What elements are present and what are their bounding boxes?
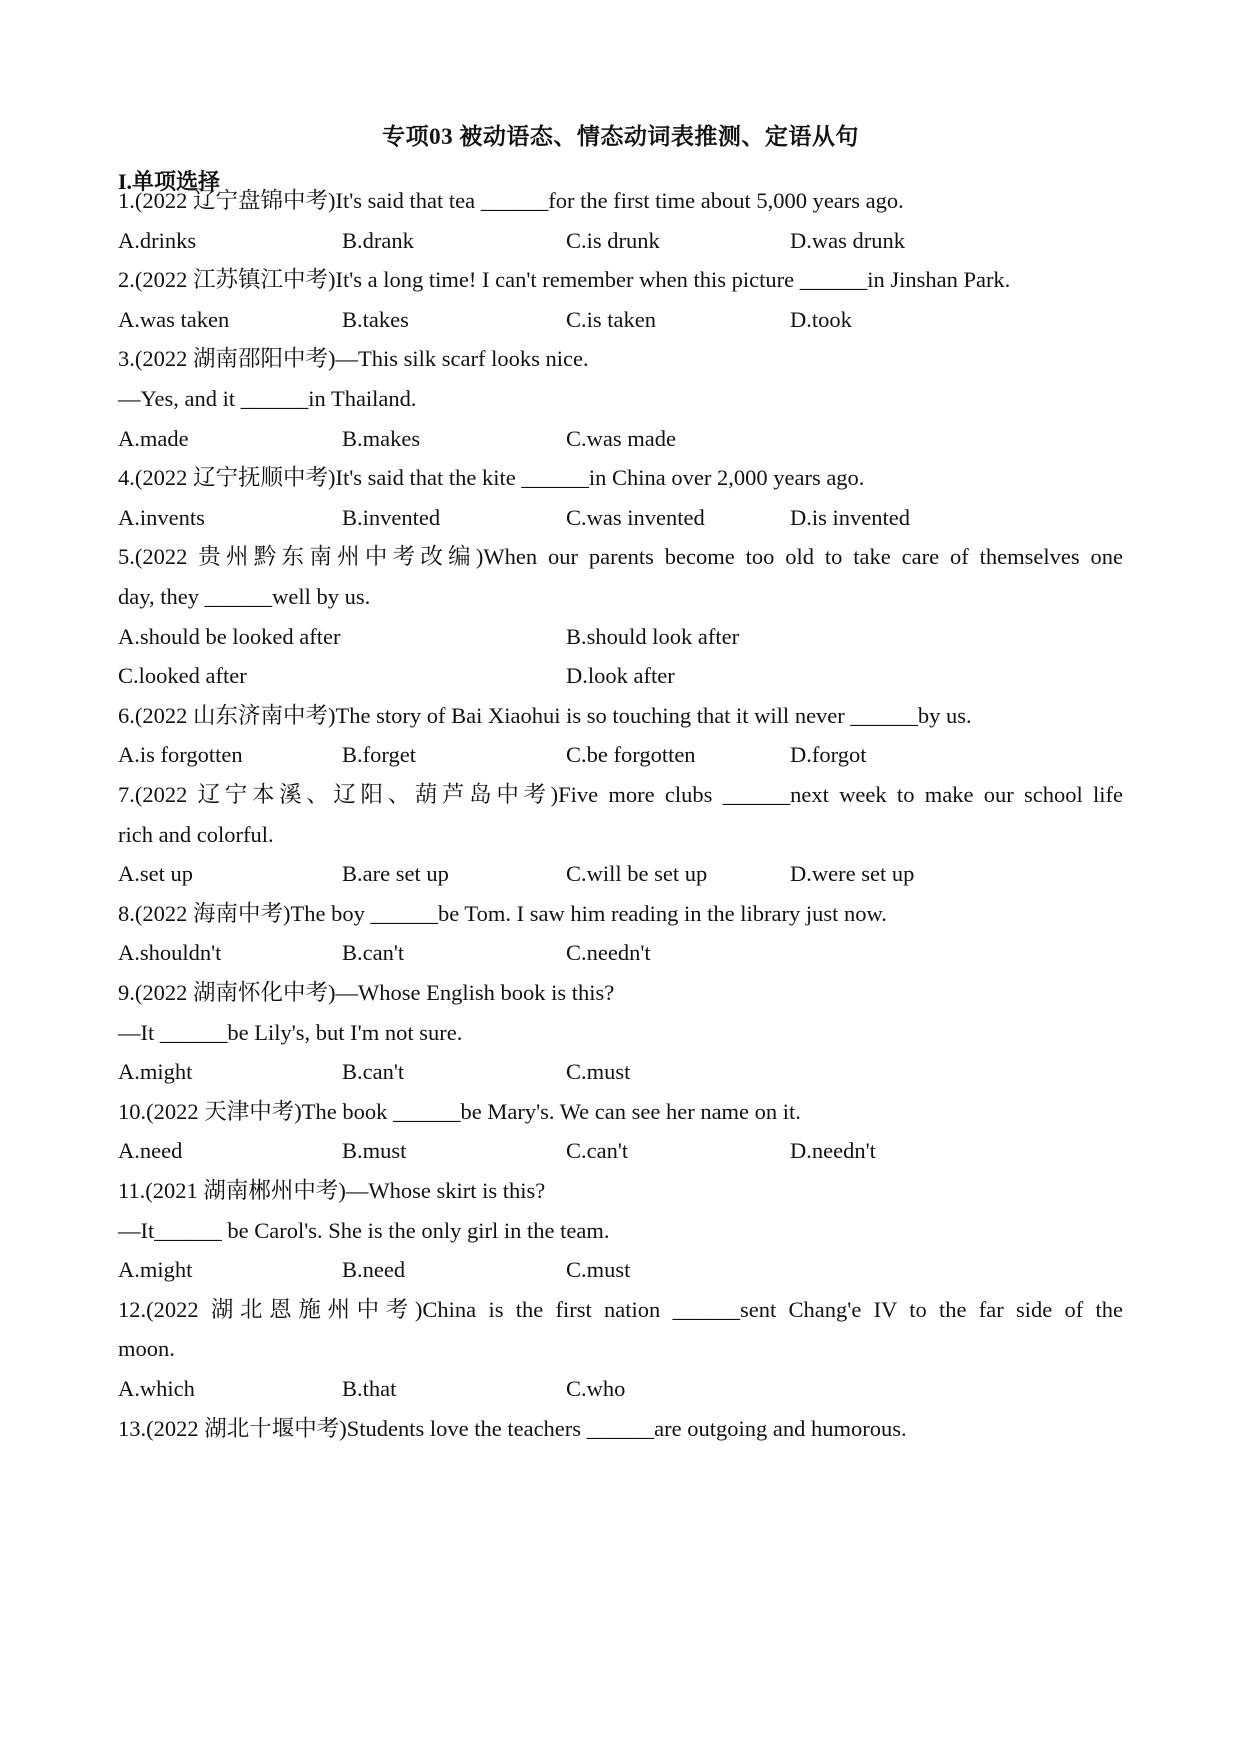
answer-option: B.drank — [342, 227, 414, 253]
answer-option: C.needn't — [566, 940, 651, 966]
answer-option: B.makes — [342, 425, 421, 451]
question-text: rich and colorful. — [118, 821, 274, 847]
question-text: moon. — [118, 1336, 175, 1362]
answer-option: A.is forgotten — [118, 742, 243, 768]
answer-option: A.shouldn't — [118, 940, 222, 966]
answer-option: B.forget — [342, 742, 416, 768]
answer-option: D.was drunk — [790, 227, 905, 253]
question-text: 2.(2022 江苏镇江中考)It's a long time! I can't remember when this picture ______in Jinshan Park. — [118, 267, 1011, 293]
question-text: —Yes, and it ______in Thailand. — [118, 386, 417, 411]
answer-option: A.which — [118, 1376, 195, 1401]
answer-option: A.might — [118, 1059, 193, 1085]
answer-option: C.is taken — [566, 306, 656, 332]
question-text: 3.(2022 湖南邵阳中考)—This silk scarf looks nice. — [118, 346, 589, 372]
answer-option: B.takes — [342, 306, 409, 332]
answer-option: A.set up — [118, 861, 193, 887]
answer-option: D.is invented — [790, 504, 910, 530]
question-text: 12.(2022 湖北恩施州中考)China is the first nation ______sent Chang'e IV to the far side of the — [118, 1296, 1123, 1322]
answer-option: C.was made — [566, 425, 676, 451]
answer-option: A.invents — [118, 504, 205, 530]
answer-option: D.forgot — [790, 742, 867, 768]
answer-option: C.who — [566, 1376, 626, 1401]
answer-option: C.can't — [566, 1138, 629, 1164]
answer-option: A.should be looked after — [118, 623, 341, 649]
answer-option: B.are set up — [342, 861, 449, 887]
answer-option: A.made — [118, 425, 189, 451]
question-text: day, they ______well by us. — [118, 584, 371, 609]
question-text: 4.(2022 辽宁抚顺中考)It's said that the kite ______in China over 2,000 years ago. — [118, 465, 865, 491]
question-text: —It______ be Carol's. She is the only girl in the team. — [118, 1217, 610, 1243]
answer-option: C.be forgotten — [566, 742, 696, 768]
answer-option: A.drinks — [118, 227, 197, 253]
question-text: 8.(2022 海南中考)The boy ______be Tom. I saw him reading in the library just now. — [118, 900, 887, 926]
answer-option: B.that — [342, 1376, 397, 1401]
answer-option: A.might — [118, 1257, 193, 1283]
answer-option: D.took — [790, 306, 852, 332]
answer-option: C.looked after — [118, 663, 247, 689]
answer-option: D.were set up — [790, 861, 915, 887]
answer-option: B.must — [342, 1138, 407, 1164]
question-text: 13.(2022 湖北十堰中考)Students love the teachers ______are outgoing and humorous. — [118, 1415, 907, 1441]
answer-option: D.needn't — [790, 1138, 876, 1164]
answer-option: C.is drunk — [566, 227, 660, 253]
answer-option: C.was invented — [566, 504, 705, 530]
answer-option: B.invented — [342, 504, 441, 530]
section-heading: I.单项选择 — [118, 169, 221, 194]
page-title: 专项03 被动语态、情态动词表推测、定语从句 — [382, 124, 859, 149]
answer-option: C.will be set up — [566, 861, 708, 887]
answer-option: C.must — [566, 1257, 631, 1283]
answer-option: A.was taken — [118, 306, 230, 332]
question-text: 10.(2022 天津中考)The book ______be Mary's. We can see her name on it. — [118, 1098, 801, 1124]
question-text: 11.(2021 湖南郴州中考)—Whose skirt is this? — [118, 1178, 546, 1203]
answer-option: A.need — [118, 1138, 183, 1164]
question-text: 9.(2022 湖南怀化中考)—Whose English book is this? — [118, 980, 615, 1005]
question-text: 5.(2022 贵州黔东南州中考改编)When our parents become too old to take care of themselves one — [118, 544, 1123, 570]
answer-option: B.should look after — [566, 623, 740, 649]
question-text: 7.(2022 辽宁本溪、辽阳、葫芦岛中考)Five more clubs ______next week to make our school life — [118, 782, 1123, 807]
answer-option: B.can't — [342, 940, 405, 966]
question-text: 6.(2022 山东济南中考)The story of Bai Xiaohui is so touching that it will never ______by us. — [118, 702, 972, 728]
answer-option: B.can't — [342, 1059, 405, 1085]
answer-option: D.look after — [566, 663, 675, 689]
answer-option: C.must — [566, 1059, 631, 1085]
question-text: 1.(2022 辽宁盘锦中考)It's said that tea ______for the first time about 5,000 years ago. — [118, 188, 904, 213]
answer-option: B.need — [342, 1257, 406, 1283]
question-text: —It ______be Lily's, but I'm not sure. — [118, 1019, 463, 1045]
